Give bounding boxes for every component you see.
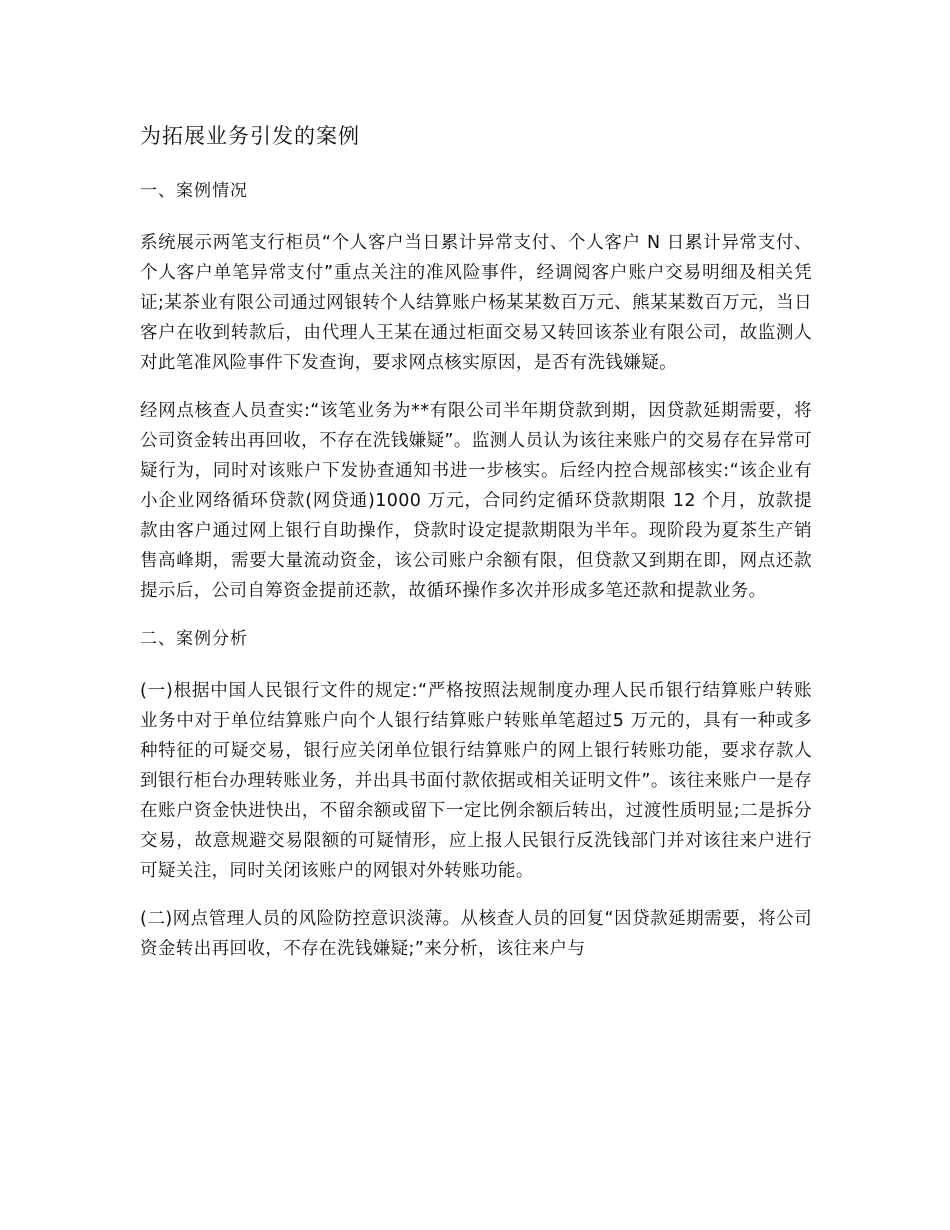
document-title: 为拓展业务引发的案例 <box>140 124 360 148</box>
paragraph: (二)网点管理人员的风险防控意识淡薄。从核查人员的回复“因贷款延期需要，将公司资金转出再回收，不存在洗钱嫌疑;”来分析，该往来户与 <box>140 909 812 959</box>
paragraph: 经网点核查人员查实:“该笔业务为**有限公司半年期贷款到期，因贷款延期需要，将公司资金转出再回收，不存在洗钱嫌疑”。监测人员认为该往来账户的交易存在异常可疑行为，同时对该账户下发协查通知书进一步核实。后经内控合规部核实:“该企业有小企业网络循环贷款(网贷通)1000 万元，合同约定循环贷款期限 12 个月，放款提款由客户通过网上银行自助操作，贷款时设定提款期限为半年。现阶段为夏茶生产销售高峰期，需要大量流动资金，该公司账户余额有限，但贷款又到期在即，网点还款提示后，公司自筹资金提前还款，故循环操作多次并形成多笔还款和提款业务。 <box>140 401 812 601</box>
paragraph: 系统展示两笔支行柜员“个人客户当日累计异常支付、个人客户 N 日累计异常支付、个人客户单笔异常支付”重点关注的准风险事件，经调阅客户账户交易明细及相关凭证;某茶业有限公司通过网银转个人结算账户杨某某数百万元、熊某某数百万元，当日客户在收到转款后，由代理人王某在通过柜面交易又转回该茶业有限公司，故监测人对此笔准风险事件下发查询，要求网点核实原因，是否有洗钱嫌疑。 <box>140 233 812 373</box>
section-heading-case-analysis: 二、案例分析 <box>140 629 248 649</box>
document-page <box>140 118 812 982</box>
paragraph: (一)根据中国人民银行文件的规定:“严格按照法规制度办理人民币银行结算账户转账业务中对于单位结算账户向个人银行结算账户转账单笔超过5 万元的，具有一种或多种特征的可疑交易，银行应关闭单位银行结算账户的网上银行转账功能，要求存款人到银行柜台办理转账业务，并出具书面付款依据或相关证明文件”。该往来账户一是存在账户资金快进快出，不留余额或留下一定比例余额后转出，过渡性质明显;二是拆分交易，故意规避交易限额的可疑情形，应上报人民银行反洗钱部门并对该往来户进行可疑关注，同时关闭该账户的网银对外转账功能。 <box>140 681 812 881</box>
section-heading-case-situation: 一、案例情况 <box>140 181 248 201</box>
